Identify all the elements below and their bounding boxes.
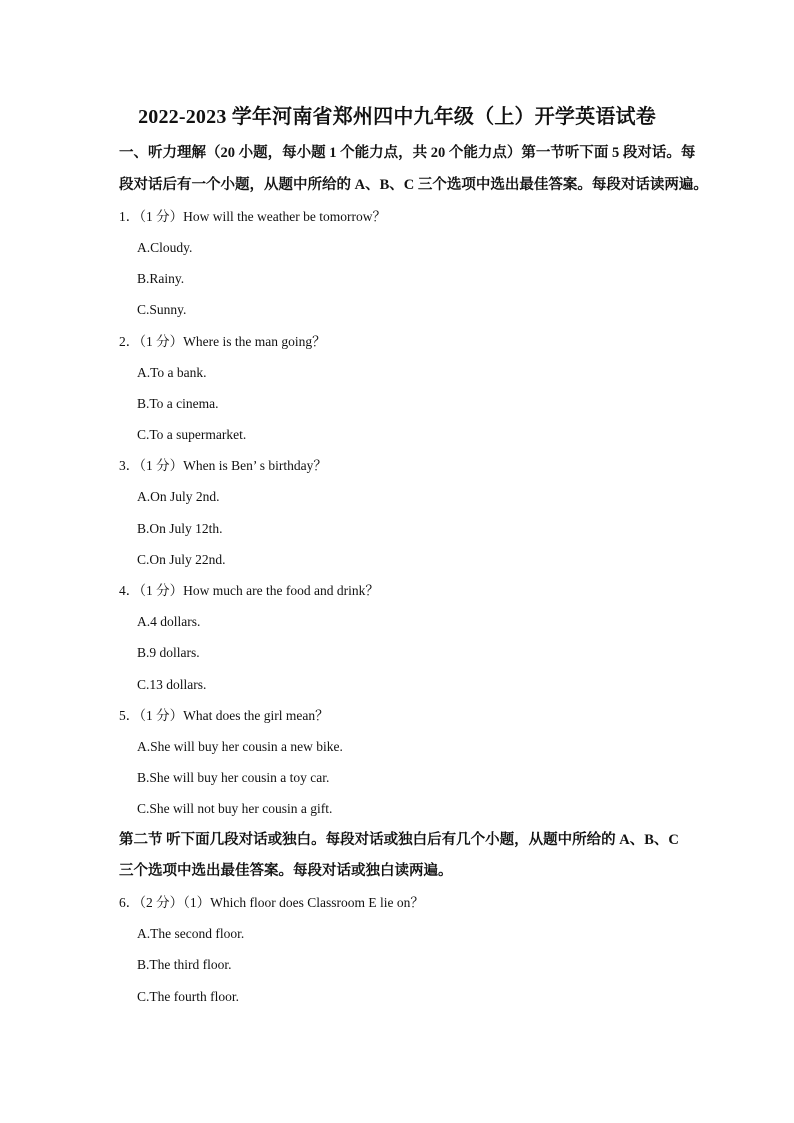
question-6-option-b: B.The third floor. xyxy=(137,957,232,972)
question-4-option-b: B.9 dollars. xyxy=(137,645,200,660)
question-1-option-c: C.Sunny. xyxy=(137,302,187,317)
question-5-option-b: B.She will buy her cousin a toy car. xyxy=(137,770,330,785)
question-3-option-a: A.On July 2nd. xyxy=(137,489,220,504)
question-2-stem: 2．（1 分）Where is the man going？ xyxy=(119,334,326,349)
question-2-option-a: A.To a bank. xyxy=(137,365,207,380)
question-1-option-b: B.Rainy. xyxy=(137,271,185,286)
section2-instruction-line2: 三个选项中选出最佳答案。每段对话或独白读两遍。 xyxy=(119,863,453,879)
question-6-option-a: A.The second floor. xyxy=(137,926,245,941)
question-3-option-b: B.On July 12th. xyxy=(137,521,223,536)
question-5-option-a: A.She will buy her cousin a new bike. xyxy=(137,739,343,754)
question-3-option-c: C.On July 22nd. xyxy=(137,552,226,567)
question-3-stem: 3．（1 分）When is Ben’ s birthday？ xyxy=(119,458,327,473)
section1-instruction-line1: 一、听力理解（20 小题，每小题 1 个能力点，共 20 个能力点）第一节听下面 5 段对话。每 xyxy=(119,145,696,161)
question-4-option-c: C.13 dollars. xyxy=(137,677,207,692)
question-1-stem: 1．（1 分）How will the weather be tomorrow？ xyxy=(119,209,386,224)
question-6-stem: 6．（2 分）（1）Which floor does Classroom E lie on？ xyxy=(119,895,424,910)
question-5-option-c: C.She will not buy her cousin a gift. xyxy=(137,801,333,816)
question-4-option-a: A.4 dollars. xyxy=(137,614,201,629)
page-title: 2022-2023 学年河南省郑州四中九年级（上）开学英语试卷 xyxy=(138,106,656,128)
section1-instruction-line2: 段对话后有一个小题，从题中所给的 A、B、C 三个选项中选出最佳答案。每段对话读两遍。 xyxy=(119,177,708,193)
question-2-option-c: C.To a supermarket. xyxy=(137,427,247,442)
section2-instruction-line1: 第二节 听下面几段对话或独白。每段对话或独白后有几个小题，从题中所给的 A、B、C xyxy=(119,832,679,848)
question-1-option-a: A.Cloudy. xyxy=(137,240,193,255)
question-6-option-c: C.The fourth floor. xyxy=(137,989,239,1004)
question-4-stem: 4．（1 分）How much are the food and drink？ xyxy=(119,583,379,598)
question-5-stem: 5．（1 分）What does the girl mean？ xyxy=(119,708,329,723)
question-2-option-b: B.To a cinema. xyxy=(137,396,219,411)
